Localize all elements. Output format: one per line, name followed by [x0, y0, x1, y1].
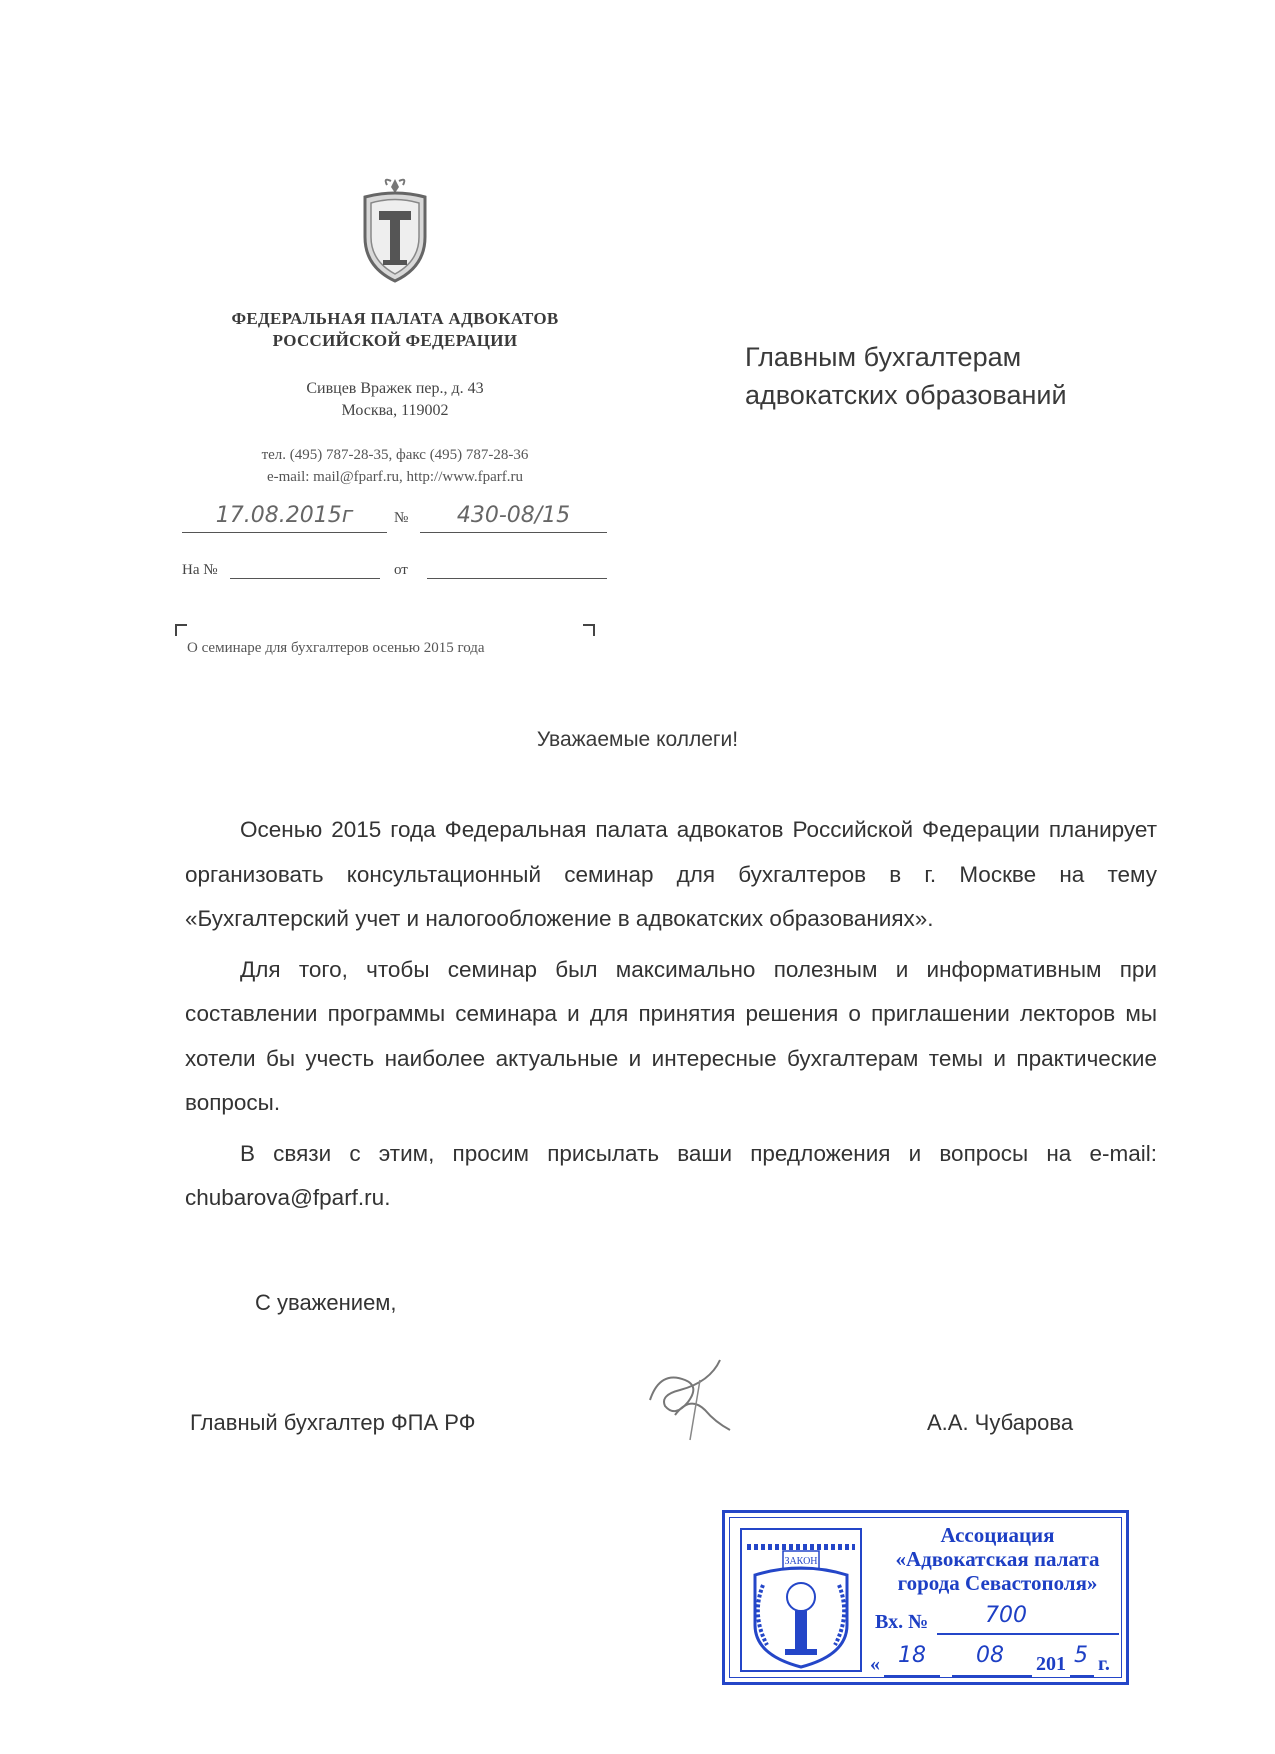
stamp-day-underline — [884, 1675, 940, 1677]
reference-date-label: от — [394, 562, 408, 578]
stamp-year-digit: 5 — [1074, 1643, 1088, 1668]
addressee-line2: адвокатских образований — [745, 380, 1067, 410]
subject-block — [175, 624, 595, 664]
registration-date: 17.08.2015г — [182, 500, 387, 533]
body-paragraph: Для того, чтобы семинар был максимально полезным и информативным при составлении программы семинара и для принятия решения о приглашении лекторов мы хотели бы учесть наиболее актуальные и интересные бухгалтерам темы и практические вопросы. — [185, 956, 1157, 1115]
reference-number-label: На № — [182, 562, 218, 578]
body-paragraph: Осенью 2015 года Федеральная палата адвокатов Российской Федерации планирует организовать консультационный семинар для бухгалтеров в г. Москве на тему «Бухгалтерский учет и налогообложение в адвокатских образованиях». — [185, 817, 1157, 931]
organization-name — [190, 308, 600, 352]
stamp-incoming-value: 700 — [985, 1603, 1027, 1628]
registration-number-label: № — [394, 510, 409, 526]
stamp-line1: Ассоциация — [940, 1523, 1055, 1547]
organization-contacts — [190, 444, 600, 488]
stamp-day: 18 — [898, 1643, 926, 1668]
handwritten-signature-icon — [630, 1340, 750, 1460]
addressee — [745, 338, 1165, 414]
stamp-organization — [870, 1523, 1125, 1595]
email-line: e-mail: mail@fparf.ru, http://www.fparf.ru — [266, 469, 524, 485]
incoming-stamp — [722, 1510, 1129, 1685]
org-name-line1: ФЕДЕРАЛЬНАЯ ПАЛАТА АДВОКАТОВ — [231, 309, 559, 328]
body-paragraph: В связи с этим, просим присылать ваши предложения и вопросы на e-mail: chubarova@fparf.ru. — [185, 1140, 1157, 1210]
addressee-line1: Главным бухгалтерам — [745, 342, 1022, 372]
stamp-incoming-underline — [937, 1633, 1119, 1635]
subject-text: О семинаре для бухгалтеров осенью 2015 года — [187, 640, 485, 656]
stamp-line3: города Севастополя» — [897, 1571, 1098, 1595]
stamp-year-prefix: 201 — [1036, 1653, 1066, 1675]
stamp-year-suffix: г. — [1098, 1653, 1110, 1675]
stamp-month: 08 — [976, 1643, 1004, 1668]
reference-number-blank — [230, 578, 380, 579]
address-line1: Сивцев Вражек пер., д. 43 — [306, 380, 484, 397]
org-name-line2: РОССИЙСКОЙ ФЕДЕРАЦИИ — [272, 331, 518, 350]
address-line2: Москва, 119002 — [341, 402, 449, 419]
fpa-emblem-icon — [355, 175, 435, 285]
reference-date-blank — [427, 578, 607, 579]
stamp-incoming-number — [875, 1603, 1125, 1637]
registration-number: 430-08/15 — [420, 500, 607, 533]
stamp-incoming-label: Вх. № — [875, 1611, 929, 1633]
reference-line — [182, 560, 607, 584]
closing: С уважением, — [255, 1290, 397, 1315]
stamp-year-underline — [1070, 1675, 1094, 1677]
stamp-date — [870, 1643, 1128, 1681]
signer-name: А.А. Чубарова — [927, 1410, 1074, 1435]
corner-mark-left — [175, 624, 187, 636]
signer-title: Главный бухгалтер ФПА РФ — [190, 1410, 476, 1435]
salutation: Уважаемые коллеги! — [536, 728, 739, 751]
stamp-emblem-text: ЗАКОН — [784, 1556, 818, 1567]
stamp-date-quote: « — [870, 1653, 880, 1675]
letter-body — [185, 808, 1157, 1227]
stamp-month-underline — [952, 1675, 1032, 1677]
bar-association-emblem-icon — [737, 1525, 865, 1675]
phone-line: тел. (495) 787-28-35, факс (495) 787-28-36 — [261, 447, 529, 463]
organization-address — [190, 378, 600, 422]
corner-mark-right — [583, 624, 595, 636]
registration-line — [182, 500, 607, 536]
stamp-line2: «Адвокатская палата — [895, 1547, 1100, 1571]
